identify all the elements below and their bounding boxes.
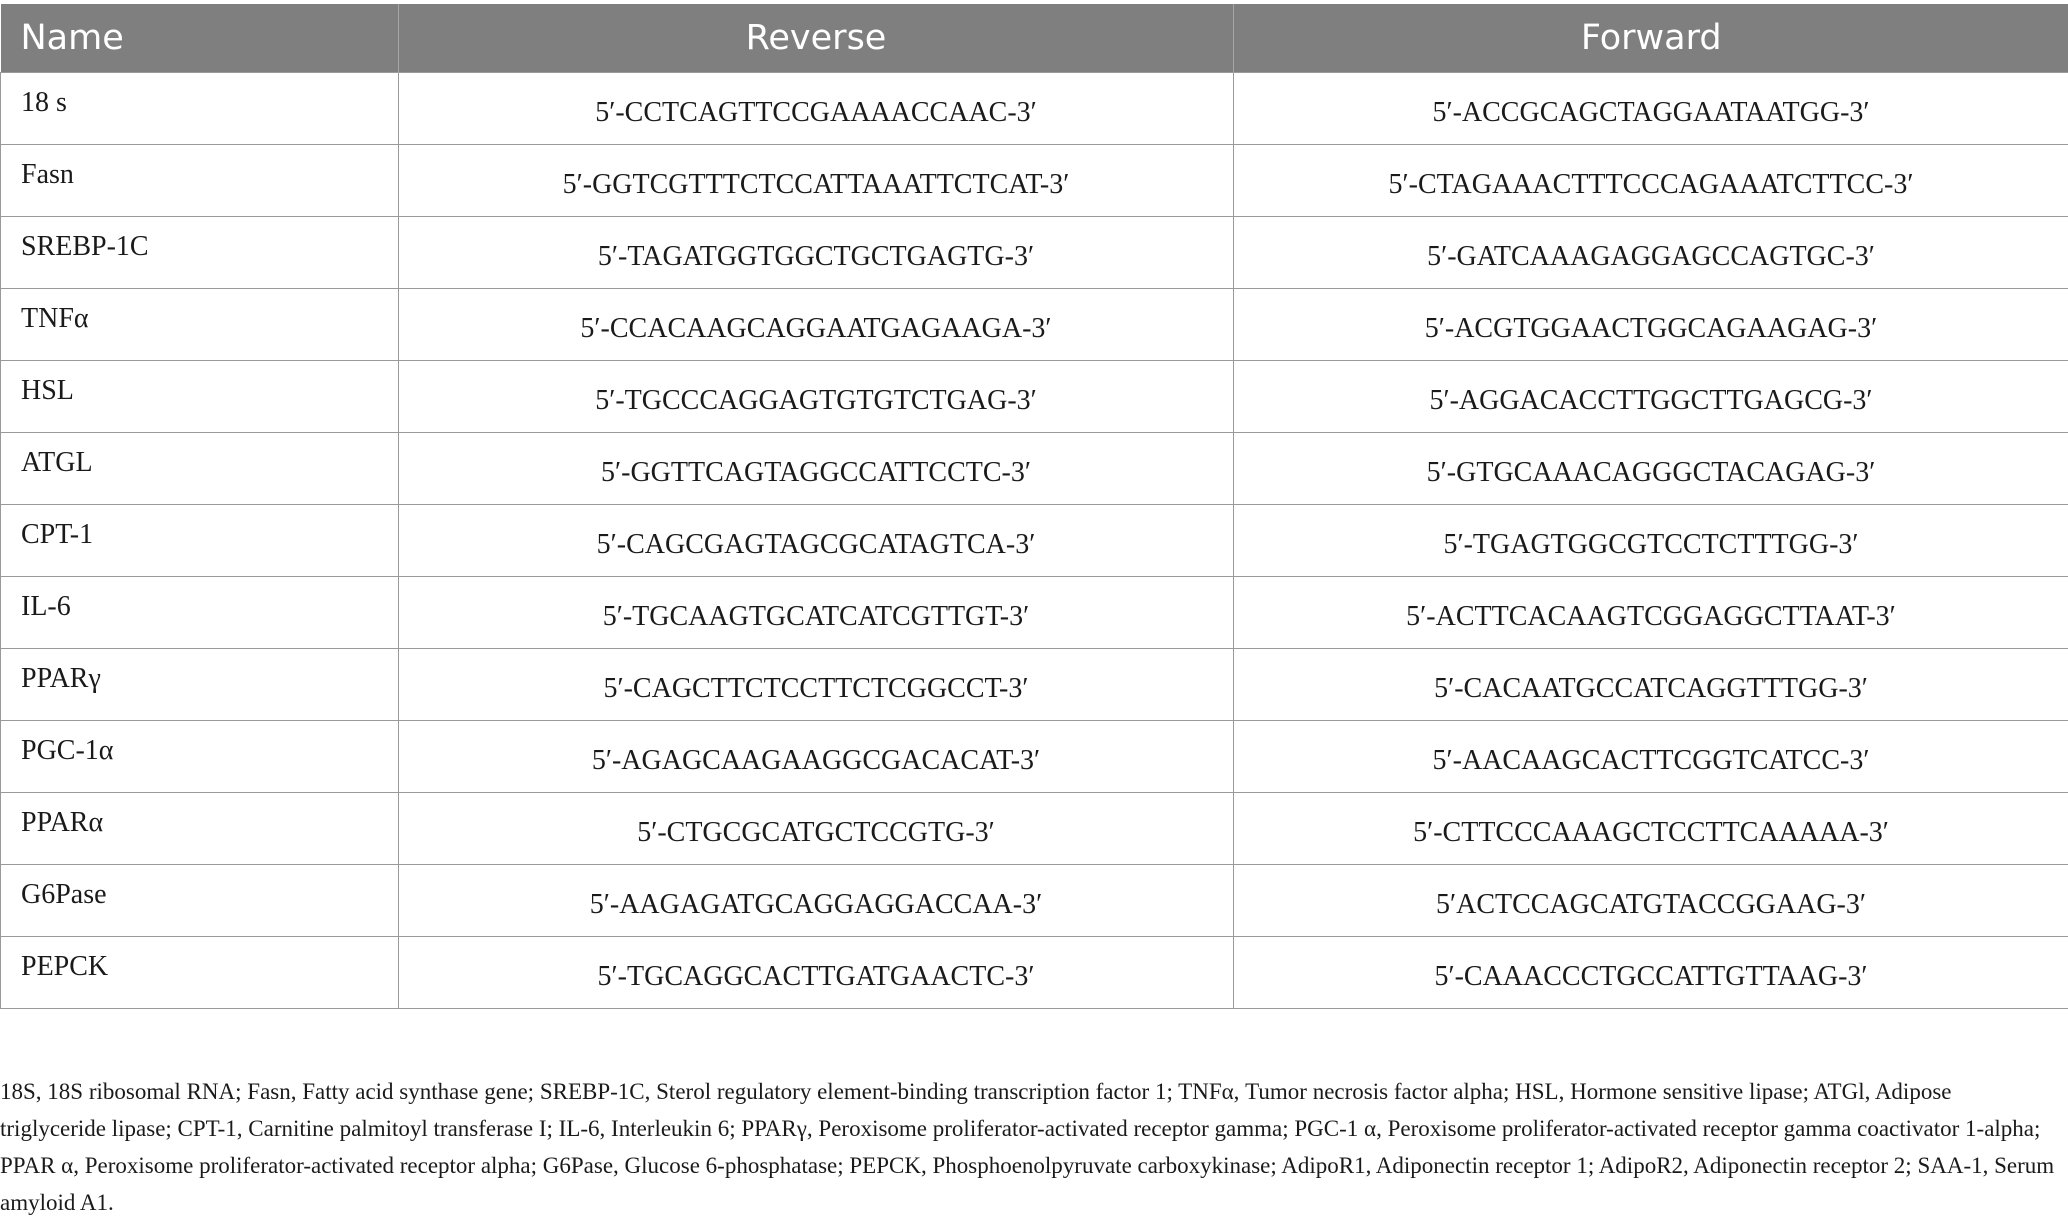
column-header-reverse: Reverse [399, 4, 1234, 73]
gene-name-cell: ATGL [1, 433, 399, 505]
reverse-primer-cell: 5′-CCTCAGTTCCGAAAACCAAC-3′ [399, 73, 1234, 145]
gene-name-cell: G6Pase [1, 865, 399, 937]
reverse-primer-cell: 5′-AGAGCAAGAAGGCGACACAT-3′ [399, 721, 1234, 793]
primer-table-container [0, 4, 2068, 1009]
forward-primer-cell: 5′-GATCAAAGAGGAGCCAGTGC-3′ [1234, 217, 2068, 289]
reverse-primer-cell: 5′-GGTTCAGTAGGCCATTCCTC-3′ [399, 433, 1234, 505]
table-row [1, 433, 2068, 505]
forward-primer-cell: 5′-CTAGAAACTTTCCCAGAAATCTTCC-3′ [1234, 145, 2068, 217]
table-header [1, 4, 2068, 73]
reverse-primer-cell: 5′-GGTCGTTTCTCCATTAAATTCTCAT-3′ [399, 145, 1234, 217]
reverse-primer-cell: 5′-AAGAGATGCAGGAGGACCAA-3′ [399, 865, 1234, 937]
forward-primer-cell: 5′-CAAACCCTGCCATTGTTAAG-3′ [1234, 937, 2068, 1009]
table-row [1, 721, 2068, 793]
reverse-primer-cell: 5′-TGCAGGCACTTGATGAACTC-3′ [399, 937, 1234, 1009]
gene-name-cell: HSL [1, 361, 399, 433]
table-row [1, 649, 2068, 721]
gene-name-cell: SREBP-1C [1, 217, 399, 289]
forward-primer-cell: 5′-AACAAGCACTTCGGTCATCC-3′ [1234, 721, 2068, 793]
forward-primer-cell: 5′-ACTTCACAAGTCGGAGGCTTAAT-3′ [1234, 577, 2068, 649]
forward-primer-cell: 5′ACTCCAGCATGTACCGGAAG-3′ [1234, 865, 2068, 937]
reverse-primer-cell: 5′-CAGCTTCTCCTTCTCGGCCT-3′ [399, 649, 1234, 721]
gene-name-cell: Fasn [1, 145, 399, 217]
forward-primer-cell: 5′-CTTCCCAAAGCTCCTTCAAAAA-3′ [1234, 793, 2068, 865]
forward-primer-cell: 5′-ACGTGGAACTGGCAGAAGAG-3′ [1234, 289, 2068, 361]
column-header-forward: Forward [1234, 4, 2068, 73]
table-row [1, 289, 2068, 361]
table-row [1, 865, 2068, 937]
table-row [1, 793, 2068, 865]
gene-name-cell: 18 s [1, 73, 399, 145]
gene-name-cell: TNFα [1, 289, 399, 361]
reverse-primer-cell: 5′-TGCCCAGGAGTGTGTCTGAG-3′ [399, 361, 1234, 433]
column-header-name: Name [1, 4, 399, 73]
primer-table [0, 4, 2068, 1009]
table-body [1, 73, 2068, 1009]
forward-primer-cell: 5′-TGAGTGGCGTCCTCTTTGG-3′ [1234, 505, 2068, 577]
reverse-primer-cell: 5′-CCACAAGCAGGAATGAGAAGA-3′ [399, 289, 1234, 361]
reverse-primer-cell: 5′-CTGCGCATGCTCCGTG-3′ [399, 793, 1234, 865]
table-row [1, 73, 2068, 145]
table-row [1, 361, 2068, 433]
table-row [1, 145, 2068, 217]
gene-name-cell: PGC-1α [1, 721, 399, 793]
table-row [1, 577, 2068, 649]
gene-name-cell: PEPCK [1, 937, 399, 1009]
table-row [1, 937, 2068, 1009]
gene-name-cell: PPARα [1, 793, 399, 865]
forward-primer-cell: 5′-ACCGCAGCTAGGAATAATGG-3′ [1234, 73, 2068, 145]
gene-name-cell: CPT-1 [1, 505, 399, 577]
reverse-primer-cell: 5′-TAGATGGTGGCTGCTGAGTG-3′ [399, 217, 1234, 289]
header-row [1, 4, 2068, 73]
forward-primer-cell: 5′-GTGCAAACAGGGCTACAGAG-3′ [1234, 433, 2068, 505]
gene-name-cell: IL-6 [1, 577, 399, 649]
table-row [1, 505, 2068, 577]
forward-primer-cell: 5′-AGGACACCTTGGCTTGAGCG-3′ [1234, 361, 2068, 433]
gene-name-cell: PPARγ [1, 649, 399, 721]
table-footnote: 18S, 18S ribosomal RNA; Fasn, Fatty acid synthase gene; SREBP-1C, Sterol regulatory element-binding transcription factor 1; TNFα, Tumor necrosis factor alpha; HSL, Hormone sensitive lipase; ATGl, Adipose triglyceride lipase; CPT-1, Carnitine palmitoyl transferase I; IL-6, Interleukin 6; PPARγ, Peroxisome proliferator-activated receptor gamma; PGC-1 α, Peroxisome proliferator-activated receptor gamma coactivator 1-alpha; PPAR α, Peroxisome proliferator-activated receptor alpha; G6Pase, Glucose 6-phosphatase; PEPCK, Phosphoenolpyruvate carboxykinase; AdipoR1, Adiponectin receptor 1; AdipoR2, Adiponectin receptor 2; SAA-1, Serum amyloid A1. [0, 1079, 2055, 1215]
reverse-primer-cell: 5′-TGCAAGTGCATCATCGTTGT-3′ [399, 577, 1234, 649]
forward-primer-cell: 5′-CACAATGCCATCAGGTTTGG-3′ [1234, 649, 2068, 721]
reverse-primer-cell: 5′-CAGCGAGTAGCGCATAGTCA-3′ [399, 505, 1234, 577]
table-row [1, 217, 2068, 289]
